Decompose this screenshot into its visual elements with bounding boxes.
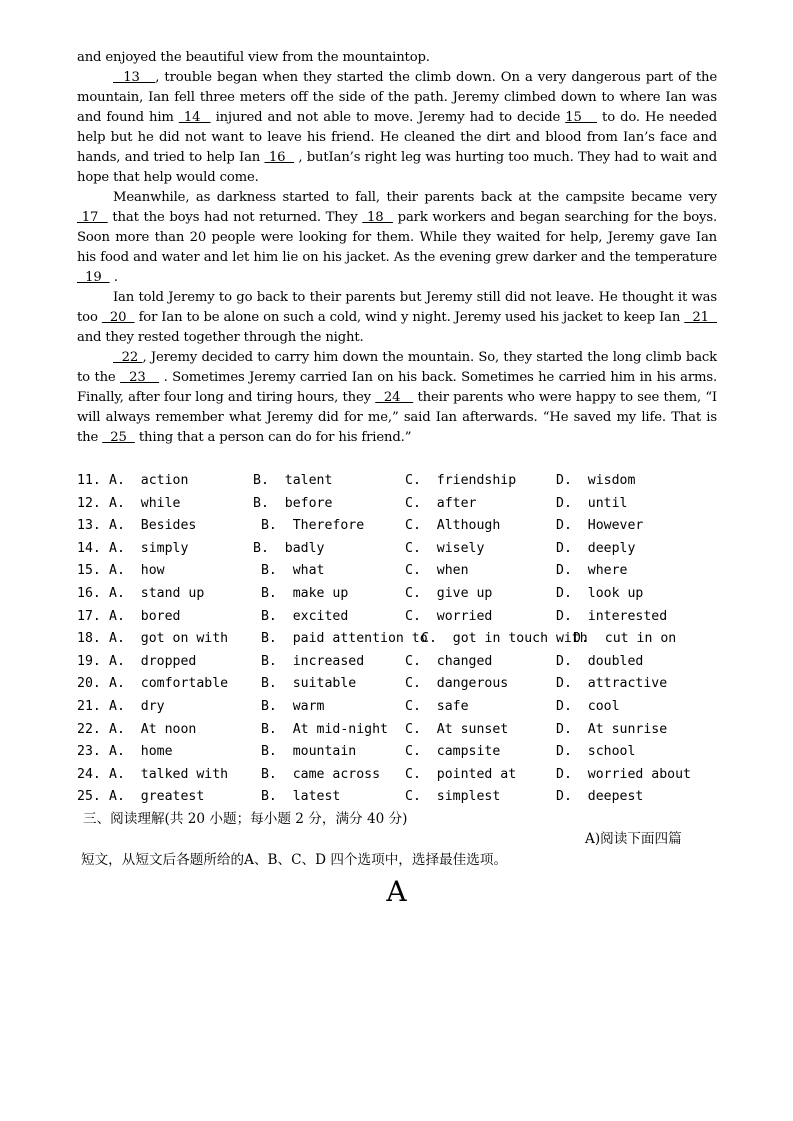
passage-letter-heading: A [386, 875, 407, 908]
question-number: 19. [77, 653, 101, 669]
blank-19: 19 [77, 270, 110, 285]
option-b: B. latest [253, 789, 341, 805]
passage-text: for Ian to be alone on such a cold, wind y night. Jeremy used his jacket to keep Ian [134, 310, 685, 325]
option-c: C. safe [405, 698, 469, 714]
option-c: C. wisely [405, 540, 485, 556]
passage-text: , trouble began when they started the climb down. On a very dangerous part of the mountain, Ian fell three meters off the side of the path. Jeremy climbed down to where Ian was and found him [77, 70, 717, 125]
answer-options [77, 470, 737, 809]
passage-text: Ian told Jeremy to go back to their parents but Jeremy still did not leave. He thought it was too [77, 290, 717, 325]
passage-paragraph [77, 68, 717, 188]
option-d: D. worried about [556, 766, 691, 782]
option-c: C. when [405, 563, 469, 579]
passage-paragraph [77, 288, 717, 348]
option-d: D. deeply [556, 540, 636, 556]
option-d: D. interested [556, 608, 668, 624]
option-d: D. until [556, 495, 628, 511]
option-a: A. dry [109, 698, 165, 714]
option-d: D. doubled [556, 653, 644, 669]
option-d: D. deepest [556, 789, 644, 805]
option-d: D. However [556, 518, 644, 534]
option-c: C. friendship [405, 473, 517, 488]
question-row [77, 673, 737, 696]
question-number: 13. [77, 518, 101, 534]
question-row [77, 786, 737, 809]
option-c: C. worried [405, 608, 493, 624]
passage-text: to do. He needed help but he did not want to leave his friend. He cleaned the dirt and blood from Ian’s face and hands, and tried to help Ian [77, 110, 717, 165]
question-number: 22. [77, 721, 101, 737]
blank-16: 16 [264, 150, 295, 165]
option-b: B. excited [253, 608, 349, 624]
passage-text: park workers and began searching for the boys. Soon more than 20 people were looking for them. While they waited for help, Jeremy gave Ian his food and water and let him lie on his jacket. As the evening grew darker and the temperature [77, 210, 718, 265]
option-b: B. warm [253, 698, 325, 714]
blank-24: 24 [375, 390, 414, 405]
option-a: A. action [109, 473, 189, 488]
passage-text: their parents who were happy to see them, “I will always remember what Jeremy did for me,” said Ian afterwards. “He saved my life. That is the [77, 390, 717, 445]
question-number: 23. [77, 744, 101, 760]
option-d: D. cut in on [573, 631, 677, 647]
question-number: 14. [77, 540, 101, 556]
question-number: 25. [77, 789, 101, 805]
passage-text: . Sometimes Jeremy carried Ian on his back. Sometimes he carried him in his arms. Finally, after four long and tiring hours, they [77, 370, 717, 405]
passage-text: and they rested together through the night. [77, 330, 364, 345]
option-d: D. cool [556, 698, 620, 714]
question-row [77, 560, 737, 583]
question-row [77, 651, 737, 674]
option-c: C. give up [405, 585, 493, 601]
option-c: C. dangerous [405, 676, 509, 692]
option-a: A. comfortable [109, 676, 229, 692]
option-a: A. while [109, 495, 181, 511]
question-row [77, 741, 737, 764]
question-row [77, 538, 737, 561]
option-a: A. how [109, 563, 165, 579]
question-number: 11. [77, 473, 101, 488]
option-b: B. make up [253, 585, 349, 601]
question-row [77, 515, 737, 538]
question-row [77, 470, 737, 493]
blank-15: 15 [565, 110, 597, 125]
blank-14: 14 [178, 110, 211, 125]
question-number: 16. [77, 585, 101, 601]
blank-13: 13 [113, 70, 156, 85]
option-d: D. where [556, 563, 628, 579]
passage-text: . [109, 270, 118, 285]
blank-17: 17 [77, 210, 108, 225]
question-row [77, 764, 737, 787]
passage-text: that the boys had not returned. They [107, 210, 363, 225]
blank-23: 23 [120, 370, 160, 385]
option-b: B. what [253, 563, 325, 579]
section-title: 三、阅读理解(共 20 小题；每小题 2 分，满分 40 分) [83, 811, 408, 827]
passage-text: thing that a person can do for his friend.” [134, 430, 412, 445]
option-a: A. greatest [109, 789, 205, 805]
question-number: 21. [77, 698, 101, 714]
option-a: A. At noon [109, 721, 197, 737]
option-a: A. got on with [109, 631, 229, 647]
section-instruction-end: 短文，从短文后各题所给的A、B、C、D 四个选项中，选择最佳选项。 [81, 852, 508, 868]
section-instruction-start: A)阅读下面四篇 [585, 831, 682, 847]
passage-text: Meanwhile, as darkness started to fall, their parents back at the campsite became very [113, 190, 717, 205]
cloze-passage [77, 48, 717, 448]
blank-25: 25 [102, 430, 135, 445]
blank-20: 20 [101, 310, 135, 325]
option-a: A. home [109, 744, 173, 760]
option-b: B. mountain [253, 744, 357, 760]
question-row [77, 696, 737, 719]
question-number: 18. [77, 631, 101, 647]
option-b: B. increased [253, 653, 365, 669]
option-d: D. look up [556, 585, 644, 601]
question-number: 20. [77, 676, 101, 692]
option-c: C. Although [405, 518, 501, 534]
option-a: A. simply [109, 540, 189, 556]
option-b: B. Therefore [253, 518, 365, 534]
option-a: A. dropped [109, 653, 197, 669]
passage-text: injured and not able to move. Jeremy had to decide [210, 110, 566, 125]
option-c: C. changed [405, 653, 493, 669]
blank-22: 22 [113, 350, 143, 365]
passage-text: and enjoyed the beautiful view from the mountaintop. [77, 50, 430, 65]
option-c: C. campsite [405, 744, 501, 760]
option-b: B. came across [253, 766, 381, 782]
question-row [77, 493, 737, 516]
option-c: C. got in touch with [421, 631, 588, 647]
passage-text: , Jeremy decided to carry him down the mountain. So, they started the long climb back to the [77, 350, 717, 385]
passage-paragraph [77, 188, 717, 288]
question-row [77, 628, 737, 651]
question-row [77, 719, 737, 742]
option-b: B. suitable [253, 676, 357, 692]
option-c: C. after [405, 495, 477, 511]
option-a: A. bored [109, 608, 181, 624]
option-b: B. At mid-night [253, 721, 388, 737]
passage-paragraph [77, 48, 717, 68]
option-c: C. At sunset [405, 721, 509, 737]
option-a: A. stand up [109, 585, 205, 601]
option-c: C. simplest [405, 789, 501, 805]
option-d: D. wisdom [556, 473, 636, 488]
option-b: B. before [253, 495, 333, 511]
passage-paragraph [77, 348, 717, 448]
option-b: B. badly [253, 540, 325, 556]
option-b: B. talent [253, 473, 333, 488]
blank-21: 21 [684, 310, 717, 325]
option-d: D. school [556, 744, 636, 760]
question-number: 17. [77, 608, 101, 624]
option-c: C. pointed at [405, 766, 517, 782]
option-d: D. At sunrise [556, 721, 668, 737]
passage-text: , butIan’s right leg was hurting too much. They had to wait and hope that help would come. [77, 150, 717, 185]
option-b: B. paid attention to [253, 631, 428, 647]
question-number: 24. [77, 766, 101, 782]
blank-18: 18 [362, 210, 393, 225]
option-a: A. Besides [109, 518, 197, 534]
question-row [77, 606, 737, 629]
question-number: 12. [77, 495, 101, 511]
question-row [77, 583, 737, 606]
option-a: A. talked with [109, 766, 229, 782]
option-d: D. attractive [556, 676, 668, 692]
question-number: 15. [77, 563, 101, 579]
